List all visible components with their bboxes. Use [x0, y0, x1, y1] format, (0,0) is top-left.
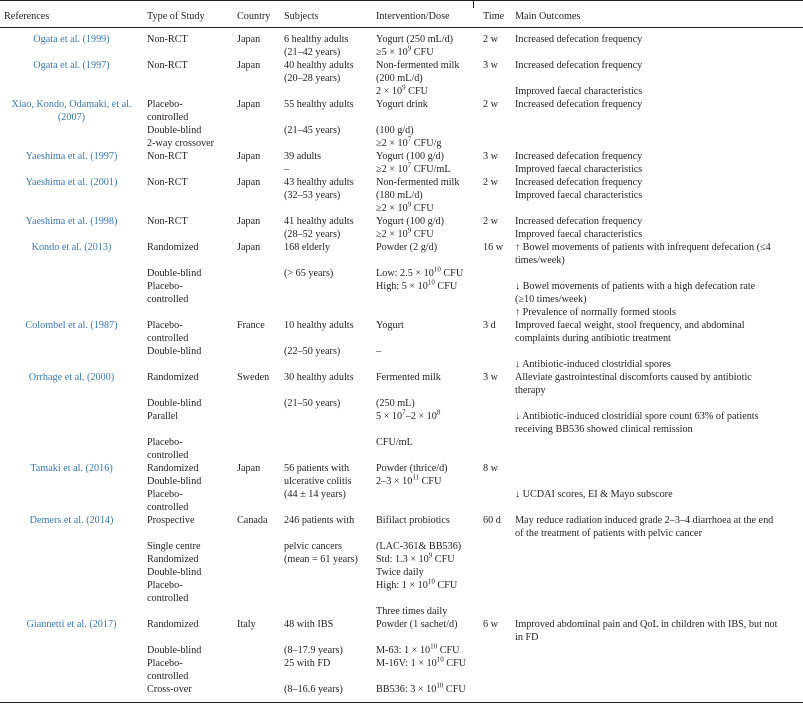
dose-cell: Non-fermented milk (180 mL/d) $\ge 2 \times 10^9$ CFU: [376, 177, 460, 214]
country-cell: Japan: [237, 177, 261, 188]
time-cell: 2 w: [483, 216, 498, 227]
table-top-rule: [0, 0, 803, 1]
study-type-cell: Randomized Double-blind Placebo- controlled: [147, 463, 202, 513]
subjects-cell: 168 elderly (> 65 years): [284, 242, 334, 279]
table-row: [0, 28, 803, 60]
country-cell: Italy: [233, 618, 280, 703]
subjects-cell: 48 with IBS (8–17.9 years) 25 with FD (8–16.6 years): [280, 618, 372, 703]
country-cell: Japan: [237, 99, 261, 110]
table-row: [0, 514, 803, 618]
reference-cell[interactable]: Yaeshima et al. (2001): [25, 177, 118, 188]
study-type-cell: Placebo- controlled Double-blind 2-way crossover: [147, 99, 215, 149]
col-main-outcomes: Main Outcomes: [511, 8, 803, 28]
table-row: [0, 462, 803, 514]
table-row: [0, 150, 803, 176]
col-intervention-dose: Intervention/Dose: [372, 8, 479, 28]
reference-cell[interactable]: Yaeshima et al. (1998): [25, 216, 118, 227]
country-cell: Japan: [237, 242, 261, 253]
dose-cell: Yogurt drink (100 g/d) $\ge 2 \times 10^7$ CFU/g: [376, 99, 442, 149]
reference-cell[interactable]: Giannetti et al. (2017): [0, 618, 143, 703]
col-time: Time: [479, 8, 511, 28]
reference-cell[interactable]: Demers et al. (2014): [29, 515, 114, 526]
reference-cell[interactable]: Xiao, Kondo, Odamaki, et al. (2007): [11, 99, 132, 123]
dose-cell: Powder (thrice/d) $2-3 \times 10^{11}$ CFU: [376, 463, 448, 487]
outcomes-cell: Increased defecation frequency Improved faecal characteristics: [515, 216, 643, 240]
time-cell: 3 w: [483, 60, 498, 71]
outcomes-cell: Improved abdominal pain and QoL in children with IBS, but not in FD: [511, 618, 803, 703]
outcomes-cell: Increased defecation frequency Improved faecal characteristics: [515, 60, 643, 97]
col-country: Country: [233, 8, 280, 28]
time-cell: 2 w: [483, 34, 498, 45]
time-cell: 6 w: [479, 618, 511, 703]
table-row: [0, 59, 803, 98]
dose-cell: Yogurt –: [376, 320, 404, 357]
table-row: [0, 98, 803, 150]
subjects-cell: 40 healthy adults (20–28 years): [284, 60, 354, 84]
study-table: [0, 8, 803, 703]
reference-cell[interactable]: Kondo et al. (2013): [31, 242, 112, 253]
outcomes-cell: Alleviate gastrointestinal discomforts caused by antibiotic therapy ↓ Antibiotic-induced clostridial spore count 63% of patients receiving BB536 showed clinical remission: [515, 372, 759, 435]
table-row: [0, 319, 803, 371]
country-cell: Sweden: [237, 372, 270, 383]
reference-cell[interactable]: Ogata et al. (1997): [33, 60, 110, 71]
table-body: [0, 28, 803, 703]
time-cell: 16 w: [483, 242, 504, 253]
dose-cell: Powder (1 sachet/d) M-63: $1 \times 10^{10}$ CFU M-16V: $1 \times 10^{10}$ CFU BB536: $3 \times 10^{10}$ CFU: [372, 618, 479, 703]
time-cell: 2 w: [483, 177, 498, 188]
outcomes-cell: ↑ Bowel movements of patients with infrequent defecation (≤4 times/week) ↓ Bowel movements of patients with a high defecation rate (≥10 times/week) ↑ Prevalence of normally formed stools: [515, 242, 771, 318]
country-cell: Japan: [237, 34, 261, 45]
time-cell: 3 w: [483, 372, 498, 383]
reference-cell[interactable]: Yaeshima et al. (1997): [25, 151, 118, 162]
subjects-cell: 41 healthy adults (28–52 years): [284, 216, 354, 240]
dose-cell: Non-fermented milk (200 mL/d) $2 \times 10^9$ CFU: [376, 60, 460, 97]
outcomes-cell: Increased defecation frequency Improved faecal characteristics: [515, 151, 643, 175]
study-type-cell: Non-RCT: [147, 34, 188, 45]
outcomes-cell: May reduce radiation induced grade 2–3–4 diarrhoea at the end of the treatment of patients with pelvic cancer: [515, 515, 774, 539]
time-cell: 3 d: [483, 320, 496, 331]
outcomes-cell: Increased defecation frequency: [515, 99, 643, 110]
subjects-cell: 246 patients with pelvic cancers (mean = 61 years): [284, 515, 358, 565]
subjects-cell: 43 healthy adults (32–53 years): [284, 177, 354, 201]
study-type-cell: Non-RCT: [147, 60, 188, 71]
time-cell: 3 w: [483, 151, 498, 162]
table-row: [0, 371, 803, 462]
time-cell: 60 d: [483, 515, 501, 526]
study-type-cell: Non-RCT: [147, 216, 188, 227]
country-cell: Japan: [237, 60, 261, 71]
study-type-cell: Randomized Double-blind Placebo- controlled Cross-over: [143, 618, 233, 703]
time-cell: 8 w: [483, 463, 498, 474]
dose-cell: Fermented milk (250 mL) $5 \times 10^7-2 \times 10^8$ CFU/mL: [376, 372, 441, 448]
subjects-cell: 55 healthy adults (21–45 years): [284, 99, 354, 136]
col-subjects: Subjects: [280, 8, 372, 28]
col-type-of-study: Type of Study: [143, 8, 233, 28]
country-cell: Canada: [237, 515, 268, 526]
subjects-cell: 56 patients with ulcerative colitis (44 ± 14 years): [284, 463, 352, 500]
col-references: References: [0, 8, 143, 28]
header-row: [0, 8, 803, 28]
outcomes-cell: Increased defecation frequency: [515, 34, 643, 45]
study-type-cell: Prospective Single centre Randomized Double-blind Placebo- controlled: [147, 515, 202, 604]
subjects-cell: 30 healthy adults (21–50 years): [284, 372, 354, 409]
country-cell: Japan: [237, 151, 261, 162]
dose-cell: Yogurt (100 g/d) $\ge 2 \times 10^9$ CFU: [376, 216, 445, 240]
table-row: [0, 618, 803, 703]
subjects-cell: 39 adults –: [284, 151, 322, 175]
outcomes-cell: ↓ UCDAI scores, EI & Mayo subscore: [515, 489, 673, 500]
dose-cell: Yogurt (250 mL/d) $\ge 5 \times 10^9$ CFU: [376, 34, 454, 58]
top-tick-mark: [473, 0, 474, 8]
outcomes-cell: Increased defecation frequency Improved faecal characteristics: [515, 177, 643, 201]
reference-cell[interactable]: Colombel et al. (1987): [25, 320, 118, 331]
reference-cell[interactable]: Orrhage et al. (2000): [28, 372, 115, 383]
outcomes-cell: Improved faecal weight, stool frequency, and abdominal complaints during antibiotic treatment ↓ Antibiotic-induced clostridial spores: [515, 320, 745, 370]
table-row: [0, 241, 803, 319]
study-type-cell: Non-RCT: [147, 151, 188, 162]
country-cell: Japan: [237, 463, 261, 474]
time-cell: 2 w: [483, 99, 498, 110]
country-cell: France: [237, 320, 265, 331]
table-row: [0, 176, 803, 215]
study-type-cell: Randomized Double-blind Placebo- controlled: [147, 242, 202, 305]
reference-cell[interactable]: Tamaki et al. (2016): [30, 463, 113, 474]
country-cell: Japan: [237, 216, 261, 227]
subjects-cell: 10 healthy adults (22–50 years): [284, 320, 354, 357]
table-row: [0, 215, 803, 241]
study-type-cell: Randomized Double-blind Parallel Placebo- controlled: [147, 372, 202, 461]
dose-cell: Yogurt (100 g/d) $\ge 2 \times 10^7$ CFU/mL: [376, 151, 451, 175]
subjects-cell: 6 healthy adults (21–42 years): [284, 34, 349, 58]
dose-cell: Powder (2 g/d) Low: $2.5 \times 10^{10}$ CFU High: $5 \times 10^{10}$ CFU: [376, 242, 464, 292]
reference-cell[interactable]: Ogata et al. (1999): [33, 34, 110, 45]
dose-cell: Bifilact probiotics (LAC-361& BB536) Std: $1.3 \times 10^9$ CFU Twice daily High: $1 \times 10^{10}$ CFU Three times daily: [376, 515, 462, 617]
study-type-cell: Placebo- controlled Double-blind: [147, 320, 202, 357]
study-type-cell: Non-RCT: [147, 177, 188, 188]
